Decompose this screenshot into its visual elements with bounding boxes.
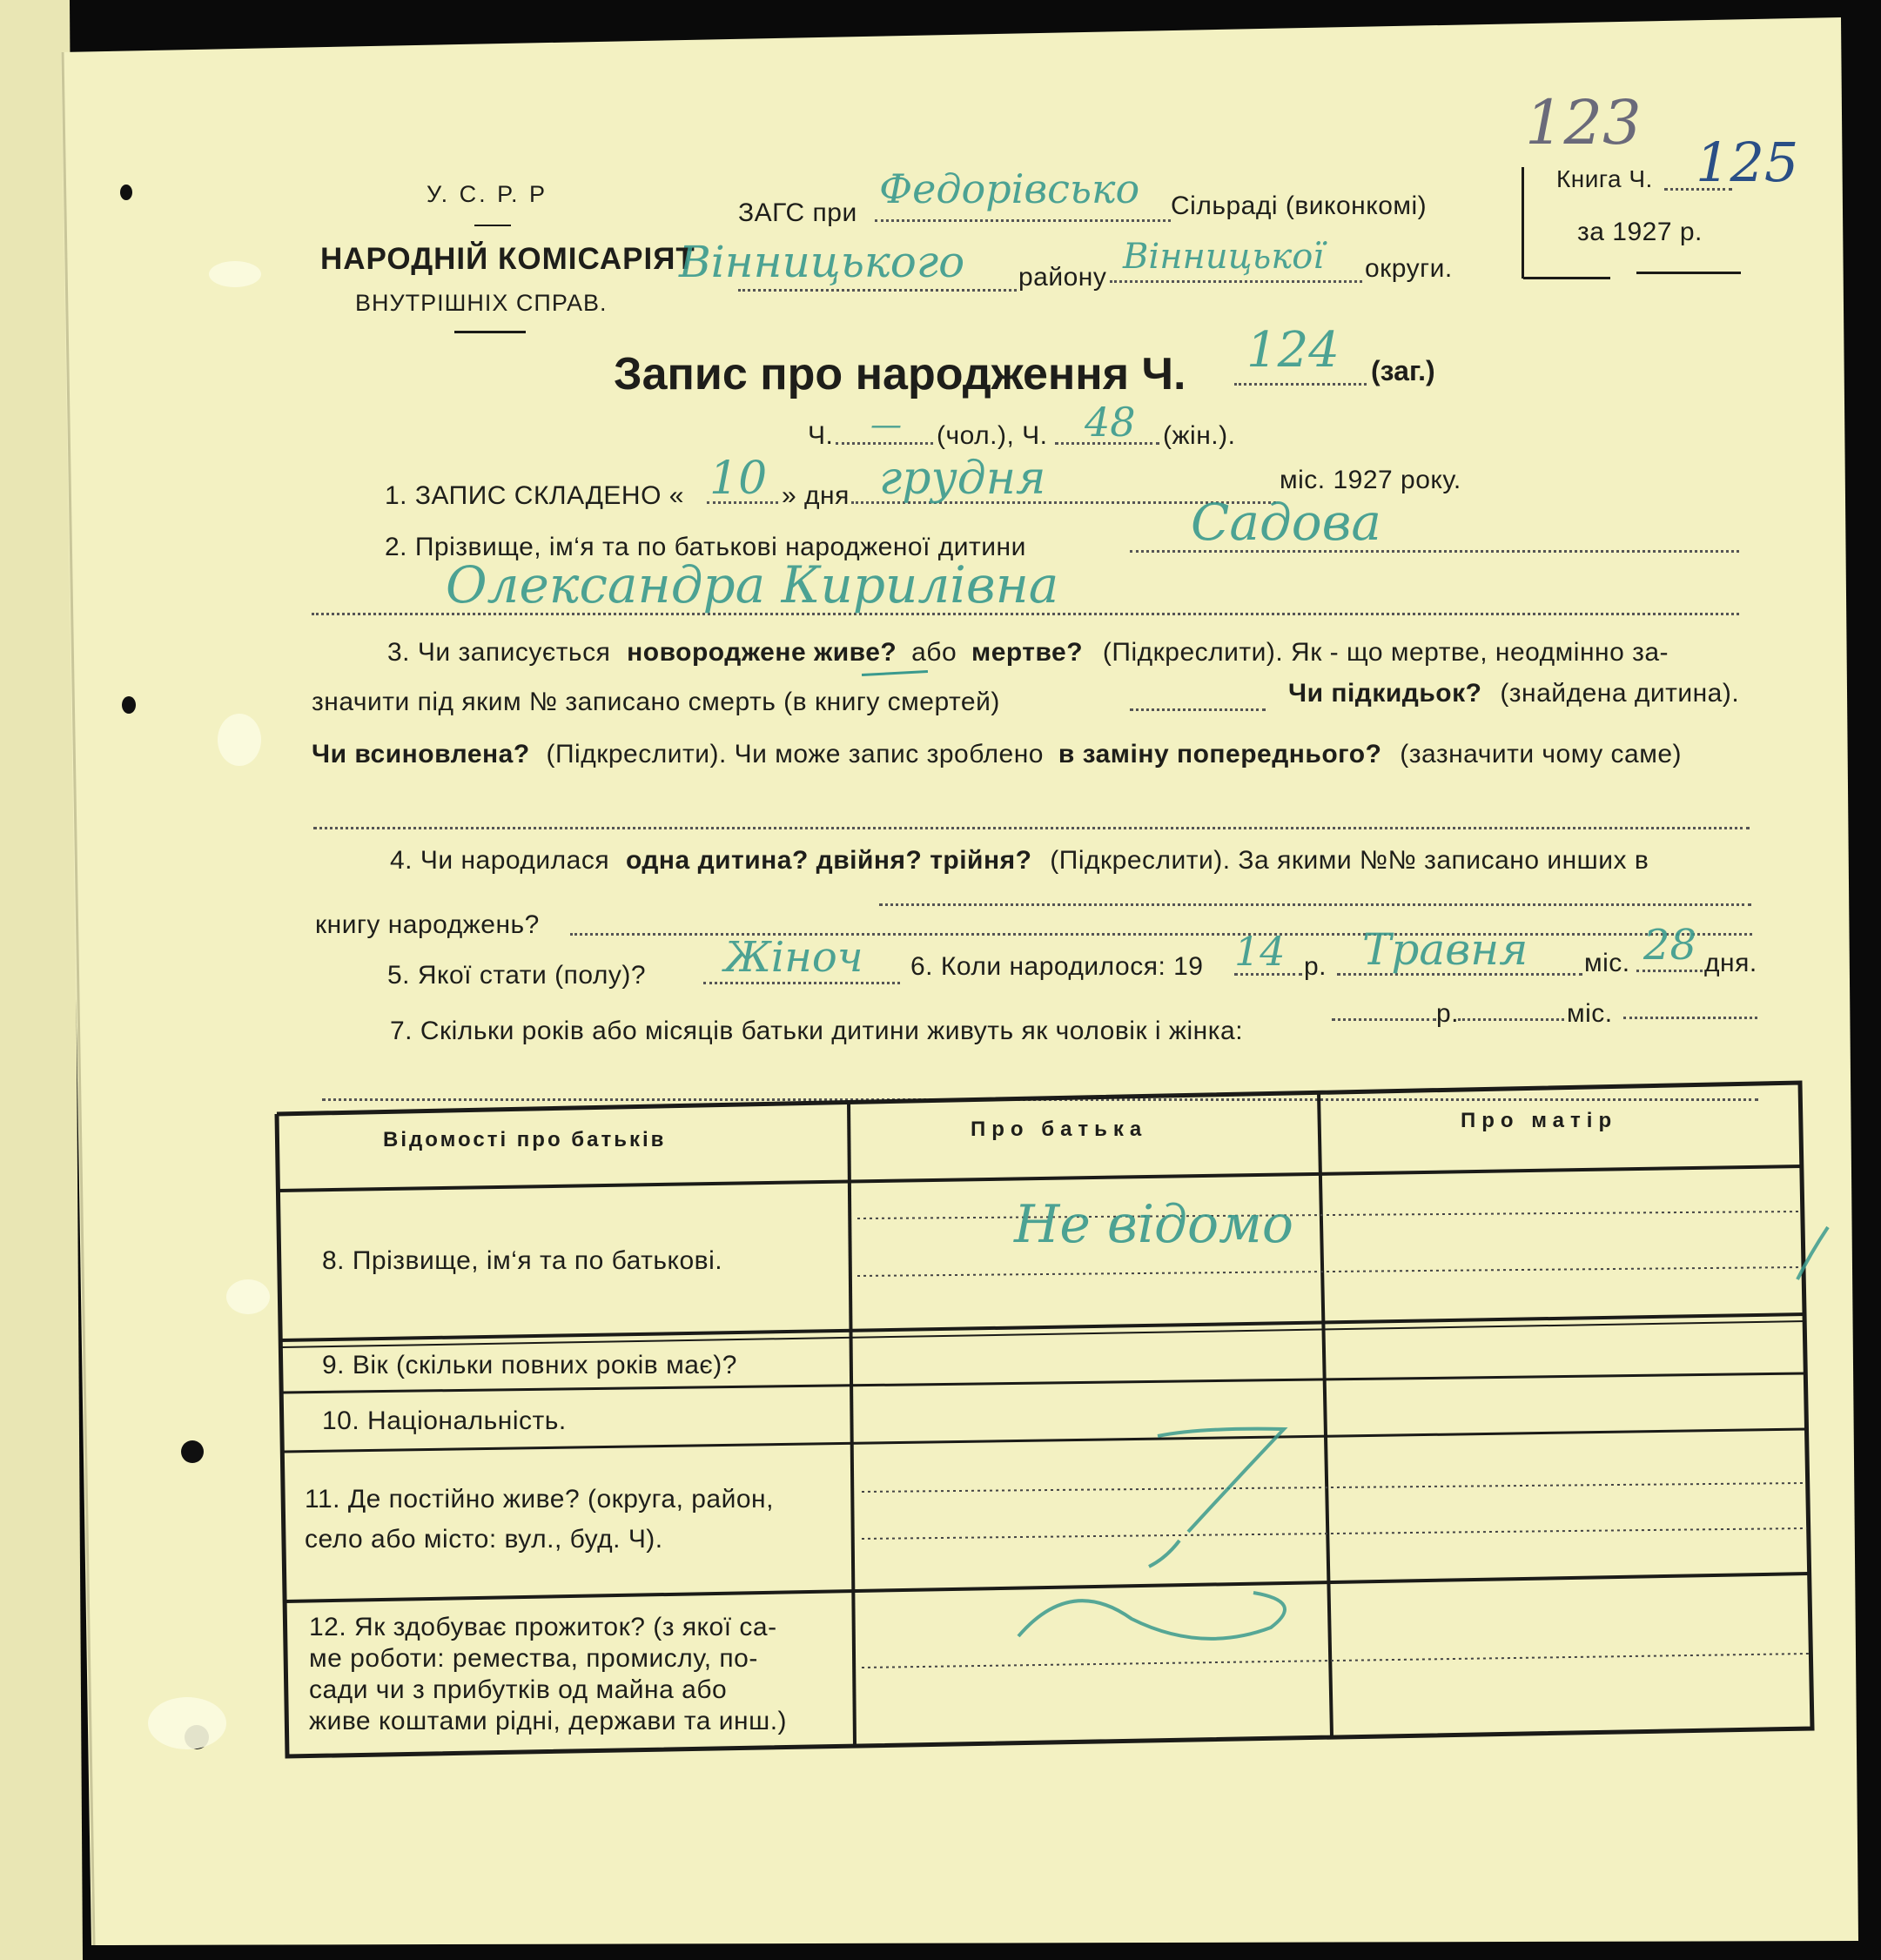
q3-text: (Підкреслити). Як - що мертве, неодмінно за- [1102, 638, 1669, 667]
table-header-father: Про батька [971, 1118, 1148, 1141]
female-number-handwriting: 48 [1085, 399, 1136, 446]
q6-day-suffix: дня. [1704, 949, 1757, 977]
male-number-handwriting: — [870, 407, 902, 443]
q4-line2: книгу народжень? [315, 910, 540, 939]
record-title: Запис про народження Ч. [614, 349, 1186, 399]
q6-label: 6. Коли народилося: 19 [910, 952, 1204, 981]
q3-text: (знайдена дитина). [1500, 679, 1740, 708]
q3-text: або [911, 638, 957, 667]
q3-text: 3. Чи записується [387, 638, 611, 667]
q6-month-handwriting: Травня [1362, 924, 1528, 975]
okruhy-label: округи. [1365, 254, 1453, 283]
book-year: за 1927 р. [1577, 218, 1703, 246]
q5-sex-handwriting: Жіноч [724, 933, 863, 982]
table-header-mother: Про матір [1461, 1109, 1618, 1132]
table-row-9-label: 9. Вік (скільки повних років має)? [322, 1351, 737, 1379]
q1-label-end: міс. 1927 року. [1280, 466, 1461, 494]
zags-suffix: Сільраді (виконкомі) [1171, 191, 1428, 220]
q6-day-handwriting: 28 [1643, 921, 1697, 970]
q3-foundling-option: Чи підкидьок? [1288, 679, 1482, 708]
q4-text: (Підкреслити). За якими №№ записано инших в [1050, 846, 1649, 875]
male-label: (чол.), Ч. [937, 421, 1048, 450]
ussr-label: У. С. Р. Р [427, 181, 548, 207]
table-row-11-label: 11. Де постійно живе? (округа, район, село або місто: вул., буд. Ч). [305, 1485, 774, 1554]
q2-surname-handwriting: Садова [1191, 493, 1381, 552]
q1-day-handwriting: 10 [709, 453, 768, 505]
q1-label-mid: » дня [782, 481, 850, 510]
q6-year-suffix: р. [1304, 952, 1327, 981]
raion-handwriting: Вінницького [679, 237, 965, 287]
q1-month-handwriting: грудня [879, 453, 1046, 505]
q2-label: 2. Прізвище, ім‘я та по батькові народженої дитини [385, 533, 1026, 561]
table-row-8-label: 8. Прізвище, ім‘я та по батькові. [322, 1246, 723, 1275]
zags-prefix: ЗАГС при [738, 198, 857, 227]
table-header-info: Відомості про батьків [383, 1128, 667, 1151]
q6-month-suffix: міс. [1584, 949, 1630, 977]
q4-options: одна дитина? двійня? трійня? [625, 846, 1032, 875]
q3-text: (Підкреслити). Чи може запис зроблено [546, 740, 1044, 769]
q3-alive-option: новороджене живе? [627, 638, 897, 667]
commissariat-label: НАРОДНІЙ КОМІСАРІЯТ [320, 242, 695, 276]
q4-text: 4. Чи народилася [390, 846, 610, 875]
zags-handwriting: Федорівсько [879, 165, 1140, 212]
book-number-handwriting: 125 [1696, 131, 1799, 194]
record-total-label: (заг.) [1371, 355, 1435, 386]
q6-year-handwriting: 14 [1234, 928, 1286, 975]
q3-text: значити під яким № записано смерть (в книгу смертей) [312, 688, 1000, 716]
q7-months-suffix: міс. [1567, 999, 1613, 1028]
corner-number-handwriting: 123 [1525, 87, 1642, 158]
record-number-handwriting: 124 [1246, 322, 1340, 379]
raion-label: району [1018, 263, 1107, 292]
q1-label-start: 1. ЗАПИС СКЛАДЕНО « [385, 481, 684, 510]
okruhy-handwriting: Вінницької [1123, 237, 1325, 277]
q7-years-suffix: р. [1436, 999, 1460, 1028]
q7-label: 7. Скільки років або місяців батьки дитини живуть як чоловік і жінка: [390, 1017, 1244, 1045]
father-name-handwriting: Не відомо [1014, 1194, 1294, 1255]
q3-adopted-option: Чи всиновлена? [312, 740, 530, 769]
q2-names-handwriting: Олександра Кирилівна [446, 555, 1059, 614]
table-row-12-label: 12. Як здобуває прожиток? (з якої са- ме роботи: ремества, промислу, по- сади чи з прибутків од майна або живе коштами рідні, держави та инш.) [309, 1613, 788, 1735]
internal-affairs-label: ВНУТРІШНІХ СПРАВ. [355, 290, 608, 316]
q3-replacement-option: в заміну попереднього? [1058, 740, 1382, 769]
book-label: Книга Ч. [1556, 165, 1653, 192]
q3-text: (зазначити чому саме) [1400, 740, 1683, 769]
record-sub-prefix: Ч. [808, 421, 834, 450]
q5-label: 5. Якої стати (полу)? [387, 961, 647, 990]
q3-dead-option: мертве? [971, 638, 1084, 667]
table-row-10-label: 10. Національність. [322, 1406, 567, 1435]
female-label: (жін.). [1163, 421, 1236, 450]
